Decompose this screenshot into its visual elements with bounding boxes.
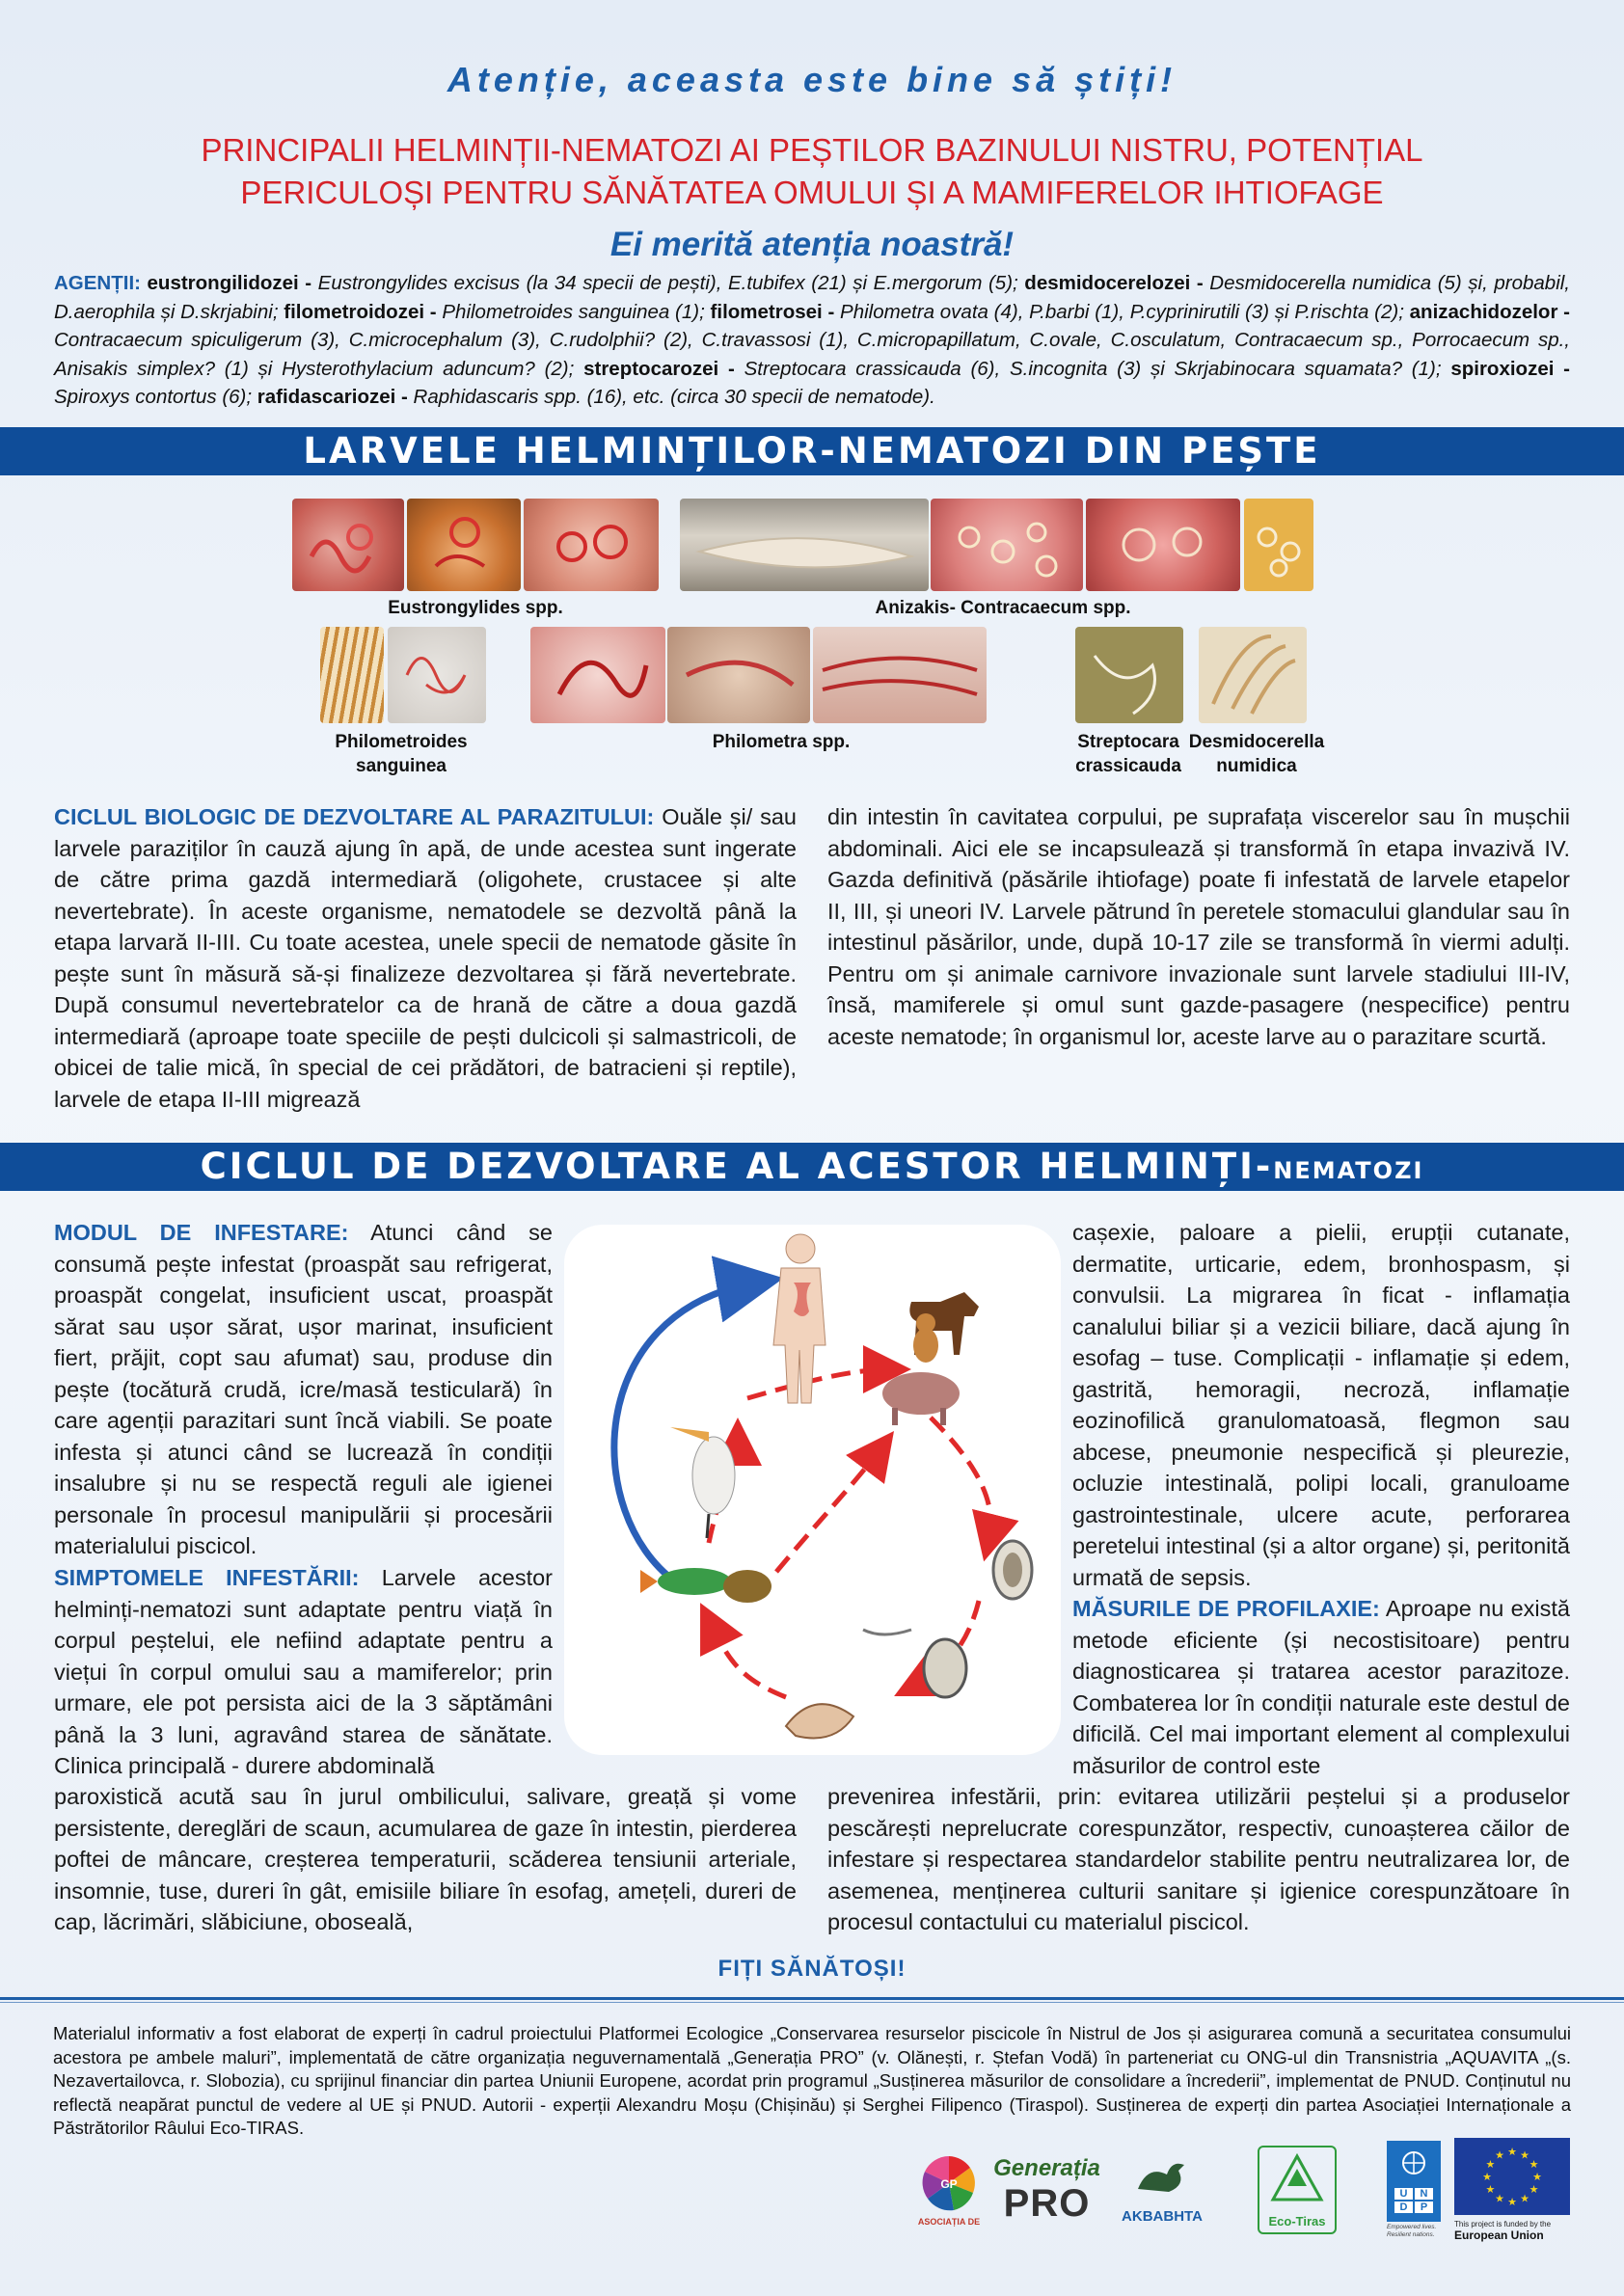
photo-anizakis-3 [1086, 499, 1240, 591]
prevention-continuation: prevenirea infestării, prin: evitarea utilizării peștelui și a produselor pescărești neprelucrate corespunzător, respectiv, cunoașterea căilor de infestare și respectarea standardelor stabilite pentru neutralizarea lor, de asemenea, menținerea culturii sanitare și igienice corespunzătoare în procesul contactului cu materialul piscicol. [827, 1784, 1570, 1934]
photo-anizakis-4 [1244, 499, 1313, 591]
agent-species-list: Desmidocerella numidica (5) și, probabil, D.aerophila și D.skrjabini; [54, 272, 1570, 323]
agent-disease-name: rafidascariozei - [257, 386, 408, 408]
fish-icon [640, 1568, 731, 1595]
infestation-column [54, 1217, 553, 1562]
agent-disease-name: filometrosei - [710, 300, 835, 323]
agents-label: AGENȚII: [54, 272, 141, 294]
footer-credits: Materialul informativ a fost elaborat de experți în cadrul proiectului Platformei Ecologice „Conservarea resurselor piscicole în Nistrul de Jos și asigurarea comună a securitatea consumului acestora pe ambele maluri”, implementată de către organizația neguvernamentală „Generația PRO” (v. Olănești, r. Ștefan Vodă) în parteneriat cu ONG-ul din Transnistria „AQUAVITA „(s. Nezavertailovca, r. Slobozia), cu sprijinul financiar din partea Uniunii Europene, acordat prin programul „Susținerea măsurilor de consolidare a încrederii”, implementat de PNUD. Conținutul nu reflectă neapărat punctul de vedere al UE și PNUD. Autorii - experții Alexandru Moșu (Chișinău) și Serghei Filipenco (Tiraspol). Susținerea de experți din partea Asociației Internaționale a Păstrătorilor Râului Eco-TIRAS. [53, 2023, 1571, 2138]
photo-anizakis-2 [931, 499, 1083, 591]
caption-desmidocerella: Desmidocerella numidica [1188, 732, 1325, 776]
photo-streptocara [1075, 627, 1183, 723]
page-title [58, 129, 1566, 214]
eu-logo: ★ ★ ★ ★ ★ ★ ★ ★ ★ ★ ★ ★ This project is funded by the European Union [1454, 2138, 1570, 2242]
cycle-left-text: Ouăle și/ sau larvele paraziților în cauză ajung în apă, de unde acestea sunt ingerate de către prima gazdă intermediară (oligohete, crustacee și alte nevertebrate). În aceste organisme, nematodele se dezvoltă până la etapa larvară II-III. Cu toate acestea, unele specii de nematode găsite în pește sunt în măsură să-și finalizeze dezvoltarea și fără nevertebrate. După consumul nevertebratelor ca de hrană de către a doua gazdă intermediară (aproape toate speciile de pești dulcicoli și salmastricoli, de obicei de talie mică, în special de cei prădători, de batracieni și reptile), larvele de etapa II-III migrează [54, 804, 797, 1112]
eu-star-icon: ★ [1520, 2149, 1529, 2162]
prevention-column [1072, 1593, 1570, 1781]
gp-logo-icon [920, 2154, 978, 2212]
title-line-2: PERICULOȘI PENTRU SĂNĂTATEA OMULUI ȘI A MAMIFERELOR IHTIOFAGE [240, 175, 1384, 210]
photo-desmidocerella [1199, 627, 1307, 723]
cycle-left-column [54, 801, 797, 1115]
caption-streptocara: Streptocara crassicauda [1075, 732, 1181, 776]
symptoms-column [54, 1562, 553, 1782]
akvavita-logo: AKBABHTA [1109, 2138, 1215, 2242]
eu-star-icon: ★ [1532, 2172, 1542, 2183]
infestation-heading: MODUL DE INFESTARE: [54, 1220, 349, 1245]
photo-philometroides-1 [320, 627, 384, 723]
caption-philometroides: Philometroides sanguinea [335, 732, 468, 776]
prevention-text-narrow: Aproape nu există metode eficiente (și necostisitoare) pentru diagnosticarea și tratarea acestor parazitoze. Combaterea lor în condiții naturale este destul de dificilă. Cel mai important element al complexului măsurilor de control este [1072, 1596, 1570, 1778]
agent-disease-name: streptocarozei - [583, 357, 735, 380]
un-emblem-icon [1399, 2150, 1428, 2175]
caption-eustrongylides: Eustrongylides spp. [388, 598, 563, 618]
agent-disease-name: spiroxiozei - [1450, 357, 1570, 380]
agent-species-list: Spiroxys contortus (6); [54, 386, 257, 408]
page-subtitle: Ei merită atenția noastră! [609, 226, 1015, 263]
eu-star-icon: ★ [1520, 2193, 1529, 2205]
agent-species-list: Philometroides sanguinea (1); [436, 300, 711, 323]
closing-message: FIȚI SĂNĂTOȘI! [717, 1956, 907, 1982]
agent-disease-name: desmidocerelozei - [1024, 272, 1204, 294]
agent-species-list: Contracaecum spiculigerum (3), C.microcephalum (3), C.rudolphii? (2), C.travassosi (1), C.micropapillatum, C.ovale, C.osculatum, Contracaecum sp., Porrocaecum sp., Anisakis simplex? (1) și Hysterothylacium aduncum? (2); [54, 329, 1570, 380]
egg-icon [993, 1541, 1032, 1599]
eu-star-icon: ★ [1507, 2197, 1517, 2208]
eu-star-icon: ★ [1482, 2172, 1492, 2183]
symptoms-right-column: cașexie, paloare a pielii, erupții cutanate, dermatite, urticarie, edem, bronhospasm, și convulsii. La migrarea în ficat - inflamația canalului biliar și a vezicii biliare, dacă ajung în esofag – tuse. Complicații - inflamație și edem, gastrită, hemoragii, necroză, inflamație eozinofilică granulomatoasă, flegmon sau abcese, pneumonie nespecifică și pleurezie, ocluzie intestinală, polipi locali, granuloame gastrointestinale, ulcere acute, perforarea peretelui intestinal (și a altor organe) și, peritonită urmată de sepsis. [1072, 1220, 1570, 1590]
footer-divider [0, 1997, 1624, 2000]
eco-tiras-logo: Eco-Tiras [1254, 2138, 1340, 2242]
photo-eustrongylides-2 [407, 499, 521, 591]
agent-disease-name: filometroidozei - [284, 300, 437, 323]
kicker-heading: Atenție, aceasta este bine să știți! [447, 60, 1177, 99]
eu-star-icon: ★ [1507, 2147, 1517, 2158]
photo-philometroides-2 [388, 627, 486, 723]
eu-star-icon: ★ [1495, 2149, 1504, 2162]
eu-flag-icon [1454, 2138, 1570, 2215]
footer-divider-thin [0, 2002, 1624, 2003]
agent-species-list: Philometra ovata (4), P.barbi (1), P.cyprinirutili (3) și P.rischta (2); [834, 300, 1410, 323]
prevention-heading: MĂSURILE DE PROFILAXIE: [1072, 1596, 1380, 1621]
duck-icon [1128, 2155, 1196, 2203]
caption-philometra: Philometra spp. [712, 732, 851, 752]
tree-icon [1263, 2151, 1331, 2209]
agent-disease-name: anizachidozelor - [1409, 300, 1571, 323]
eu-star-icon: ★ [1529, 2184, 1539, 2196]
symptoms-continuation: paroxistică acută sau în jurul ombilicului, salivare, greață și vome persistente, dereglări de scaun, acumularea de gaze în intestin, pierderea poftei de mâncare, creșterea temperaturii, scăderea tensiunii arteriale, insomnie, tuse, dureri în gât, emisiile biliare în esofag, amețeli, dureri de cap, lăcrimări, slăbiciune, oboseală, [54, 1784, 797, 1934]
symptoms-heading: SIMPTOMELE INFESTĂRII: [54, 1565, 360, 1590]
larva-egg-icon [863, 1630, 966, 1697]
photo-philometra-2 [667, 627, 810, 723]
cat-icon [913, 1313, 938, 1363]
photo-eustrongylides-3 [524, 499, 659, 591]
caption-anizakis: Anizakis- Contracaecum spp. [875, 598, 1131, 618]
undp-logo: U N D P Empowered lives. Resilient nations. [1385, 2138, 1443, 2242]
agent-species-list: Streptocara crassicauda (6), S.incognita (3) și Skrjabinocara squamata? (1); [734, 357, 1451, 380]
crustacean-icon [786, 1704, 853, 1738]
eu-star-icon: ★ [1529, 2159, 1539, 2171]
photo-eustrongylides-1 [292, 499, 404, 591]
photo-philometra-3 [813, 627, 987, 723]
pig-icon [882, 1372, 960, 1425]
agent-species-list: Eustrongylides excisus (la 34 specii de pești), E.tubifex (21) și E.mergorum (5); [311, 272, 1025, 294]
section-band-cycle: CICLUL DE DEZVOLTARE AL ACESTOR HELMINȚI-NEMATOZI [0, 1143, 1624, 1191]
cycle-right-column: din intestin în cavitatea corpului, pe suprafața viscerelor sau în mușchii abdominali. Aici ele se incapsulează și transformă în etapa invazivă IV. Gazda definitivă (păsările ihtiofage) poate fi infestată de larvele etapelor II, III, și uneori IV. Larvele pătrund în peretele stomacului glandular sau în intestinul păsărilor, unde, după 10-17 zile se transformă în viermi adulți. Pentru om și animale carnivore invazionale sunt larvele stadiului III-IV, însă, mamiferele și omul sunt gazde-pasagere (nespecifice) pentru aceste nematode; în organismul lor, aceste larve au o parazitare scurtă. [827, 804, 1570, 1049]
svg-text:GP: GP [940, 2176, 958, 2191]
agents-body [54, 272, 1570, 408]
symptoms-text-narrow: Larvele acestor helminți-nematozi sunt adaptate pentru viață în corpul peștelui, ele nefiind adaptate pentru a viețui în corpul omului sau a mamiferelor; prin urmare, ele pot persista aici de la 3 săptămâni până la 3 luni, agravând starea de sănătate. Clinica principală - durere abdominală [54, 1565, 554, 1778]
agent-species-list: Raphidascaris spp. (16), etc. (circa 30 specii de nematode). [407, 386, 935, 408]
gp-association-logo: GP ASOCIAȚIA DE [912, 2138, 986, 2242]
eu-star-icon: ★ [1485, 2184, 1496, 2196]
infestation-text: Atunci când se consumă pește infestat (proaspăt sau refrigerat, proaspăt congelat, insuficient uscat, proaspăt sărat sau ușor sărat, ușor marinat, insuficient fiert, prăjit, copt sau afumat) sau, produse din pește (tocătură crudă, icre/masă testiculară) în care agenții parazitari sunt încă viabili. Se poate infesta și atunci când se lucrează în condiții insalubre și nu se respectă reguli ale igienei personale în procesul manipulării și procesării materialului piscicol. [54, 1220, 554, 1558]
photo-philometra-1 [530, 627, 665, 723]
life-cycle-diagram [564, 1225, 1061, 1755]
cycle-heading: CICLUL BIOLOGIC DE DEZVOLTARE AL PARAZITULUI: [54, 804, 655, 829]
generatia-pro-logo: Generația PRO [993, 2154, 1100, 2225]
agent-disease-name: eustrongilidozei - [147, 272, 312, 294]
pelican-icon [670, 1427, 735, 1538]
agents-paragraph [54, 269, 1570, 412]
frog-icon [723, 1570, 771, 1603]
section-band-larvae: LARVELE HELMINȚILOR-NEMATOZI DIN PEȘTE [0, 427, 1624, 475]
eu-star-icon: ★ [1495, 2193, 1504, 2205]
photo-anizakis-1 [680, 499, 929, 591]
eu-star-icon: ★ [1485, 2159, 1496, 2171]
title-line-1: PRINCIPALII HELMINȚII-NEMATOZI AI PEȘTILOR BAZINULUI NISTRU, POTENȚIAL [201, 132, 1423, 168]
